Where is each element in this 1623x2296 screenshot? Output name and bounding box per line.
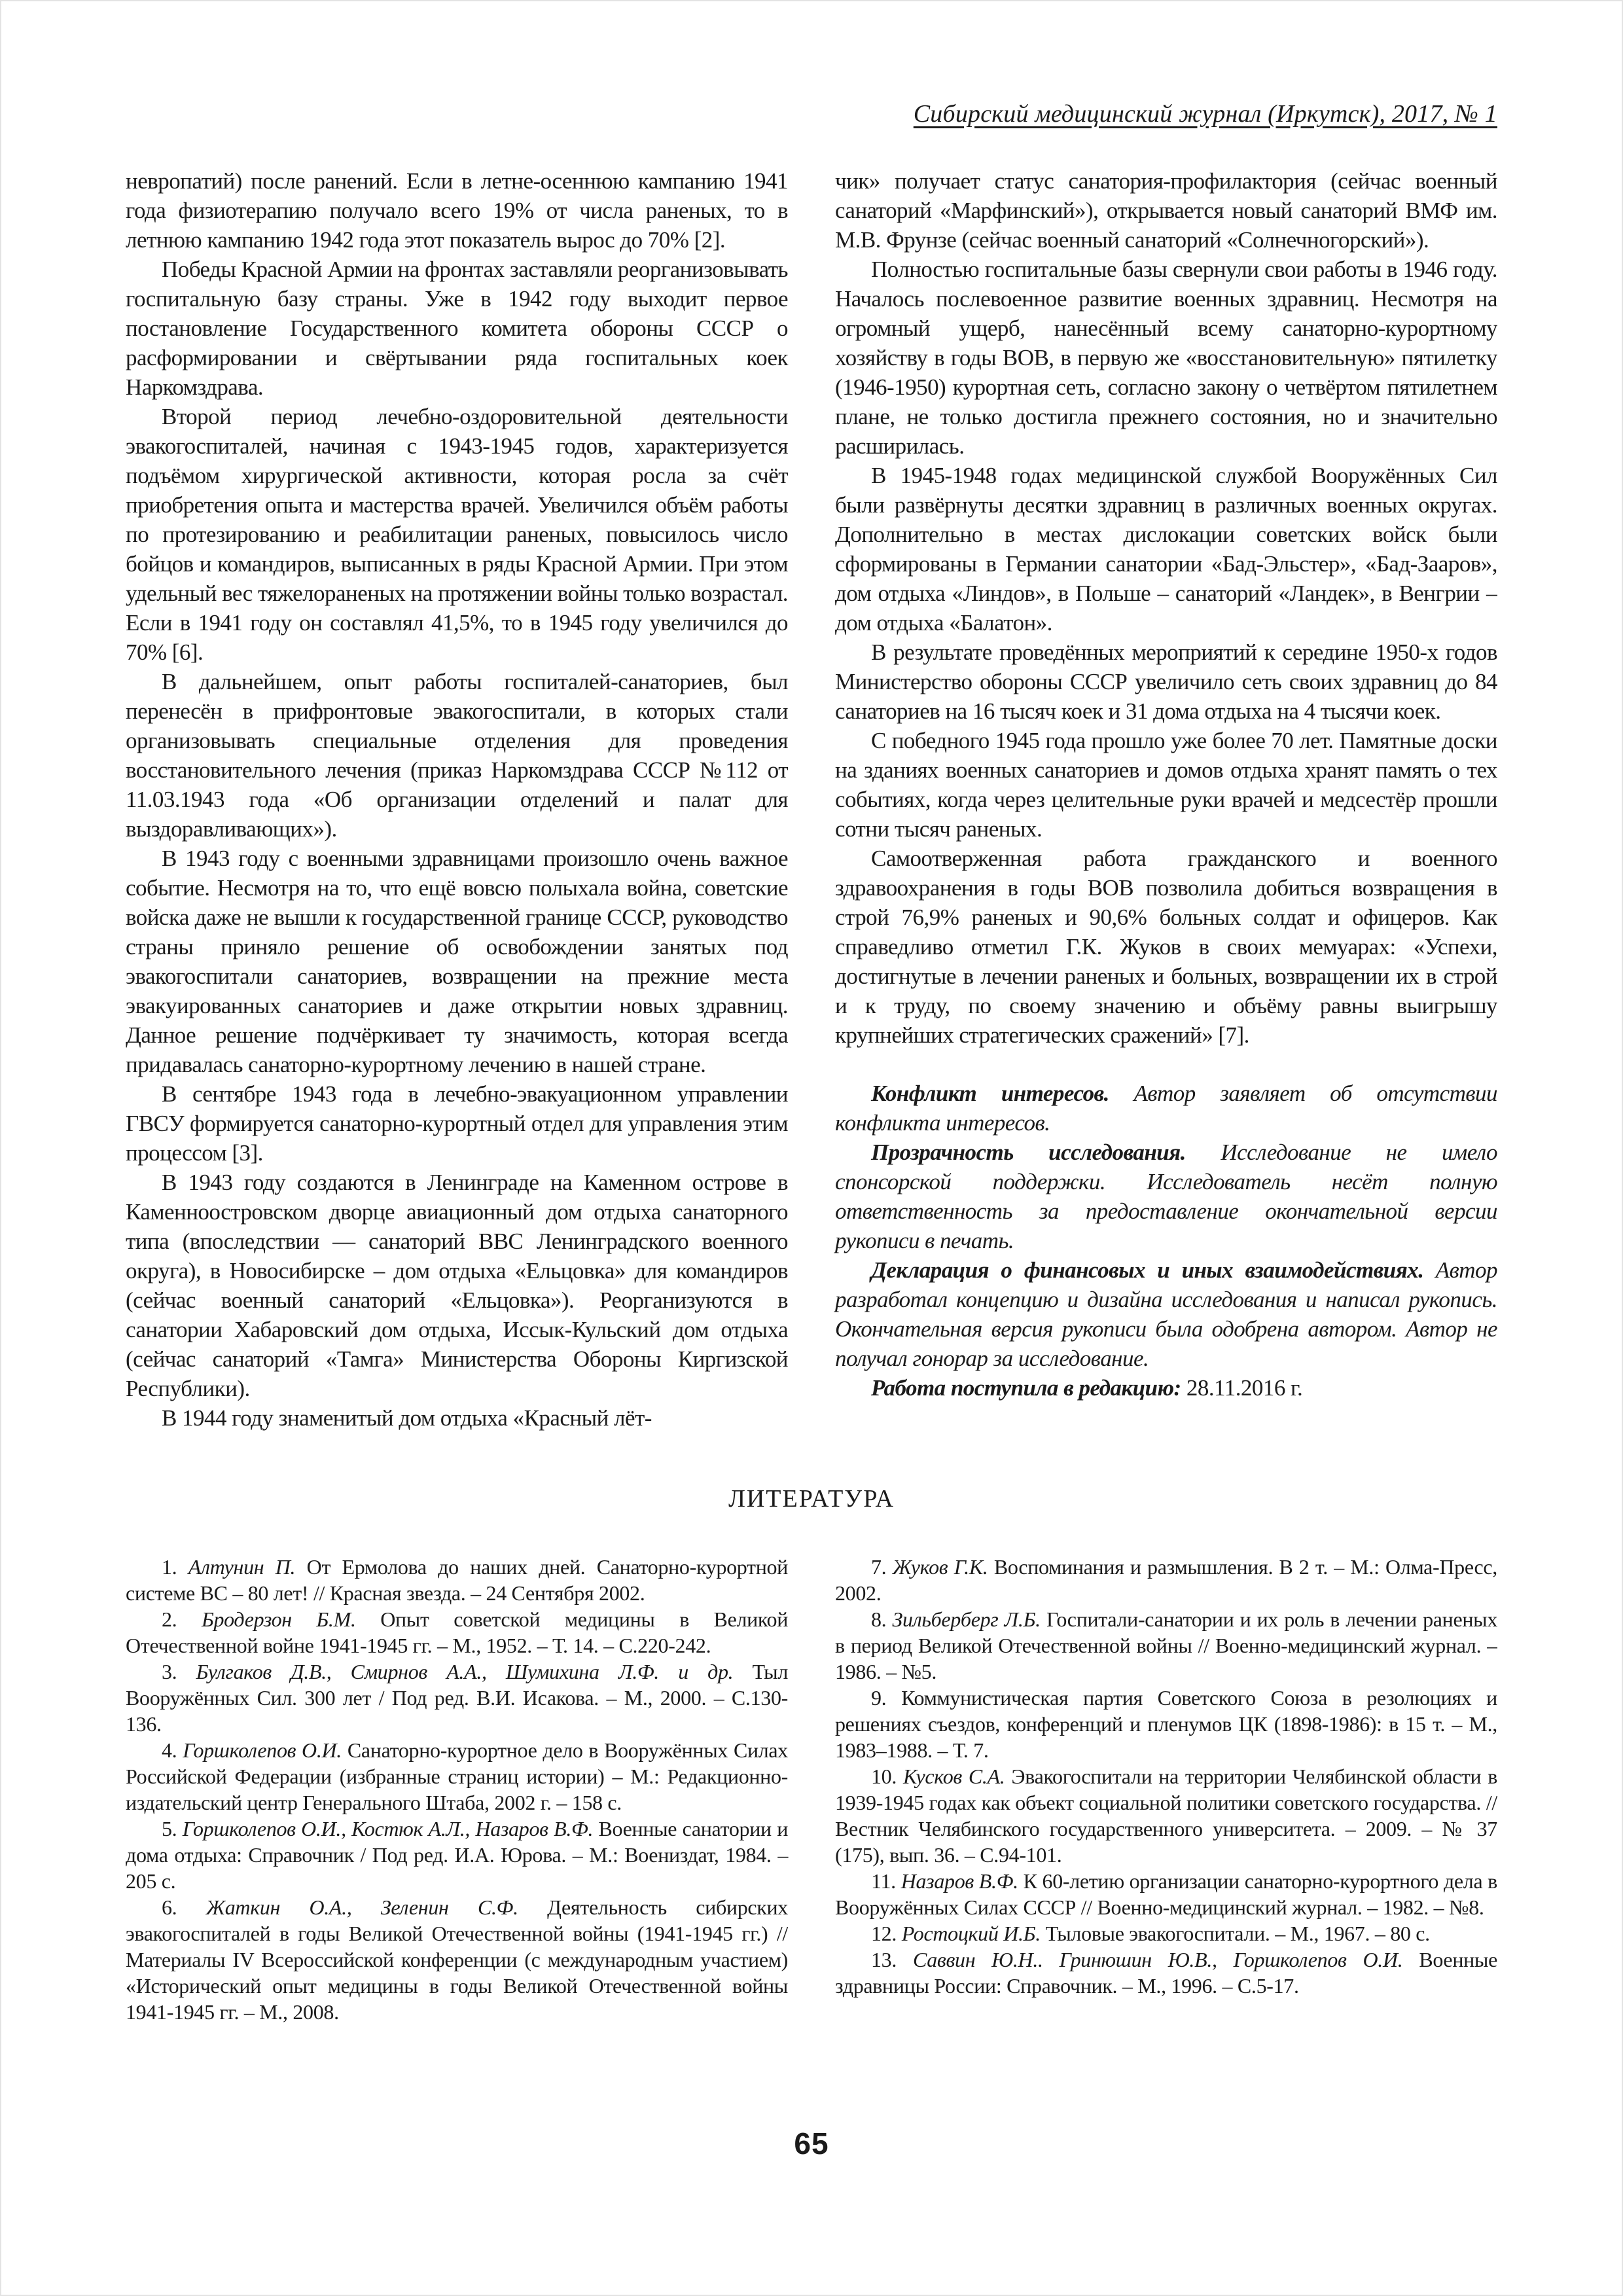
text-run: Самоотверженная работа гражданского и военного здравоохранения в годы ВОВ позволила добиться возвращения в строй 76,9% раненых и 90,6% больных солдат и офицеров. Как справедливо отметил Г.К. Жуков в своих мемуарах: «Успехи, достигнутые в лечении раненых и больных, возвращении их в строй и к труду, по своему значению и объёму равны выигрышу крупнейших стратегических сражений» [7]. xyxy=(835,846,1497,1048)
text-run: В 1945-1948 годах медицинской службой Вооружённых Сил были развёрнуты десятки здравниц в различных военных округах. Дополнительно в местах дислокации советских войск были сформированы в Германии санатории «Бад-Эльстер», «Бад-Зааров», дом отдыха «Линдов», в Польше – санаторий «Ландек», в Венгрии – дом отдыха «Балатон». xyxy=(835,463,1497,636)
body-paragraph xyxy=(835,1373,1497,1403)
text-run: От Ермолова до наших дней. Санаторно-курортной системе ВС – 80 лет! // Красная звезда. – 24 Сентября 2002. xyxy=(126,1555,788,1605)
text-run: Военные санатории и дома отдыха: Справочник / Под ред. И.А. Юрова. – М.: Воениздат, 1984. – 205 с. xyxy=(126,1817,788,1893)
reference-item xyxy=(126,1894,788,2025)
text-run: Победы Красной Армии на фронтах заставляли реорганизовывать госпитальную базу страны. Уже в 1942 году выходит первое постановление Государственного комитета обороны СССР о расформировании и свёртывании ряда госпитальных коек Наркомздрава. xyxy=(126,257,788,400)
text-run: Автор заявляет об отсутствии конфликта интересов. xyxy=(835,1081,1497,1136)
body-paragraph xyxy=(835,726,1497,844)
body-paragraph xyxy=(835,637,1497,726)
text-run: Зильберберг Л.Б. xyxy=(892,1607,1041,1631)
journal-title: Сибирский медицинский журнал (Иркутск), 2017, № 1 xyxy=(913,100,1497,128)
reference-item xyxy=(835,1685,1497,1763)
text-run: невропатий) после ранений. Если в летне-осеннюю кампанию 1941 года физиотерапию получало всего 19% от числа раненых, то в летнюю кампанию 1942 года этот показатель вырос до 70% [2]. xyxy=(126,168,788,253)
text-run: 2. xyxy=(162,1607,202,1631)
text-run: Ростоцкий И.Б. xyxy=(901,1922,1041,1945)
text-run: 7. xyxy=(871,1555,893,1579)
text-run: Тыловые эвакогоспитали. – М., 1967. – 80 с. xyxy=(1040,1922,1430,1945)
text-run: 12. xyxy=(871,1922,902,1945)
reference-item xyxy=(835,1946,1497,1999)
reference-item xyxy=(126,1606,788,1659)
text-run: Деятельность сибирских эвакогоспиталей в годы Великой Отечественной войны (1941-1945 гг.) // Материалы IV Всероссийской конференции (с международным участием) «Исторический опыт медицины в годы Великой Отечественной войны 1941-1945 гг. – М., 2008. xyxy=(126,1895,788,2024)
text-run: 13. xyxy=(871,1948,913,1971)
text-run: Второй период лечебно-оздоровительной деятельности эвакогоспиталей, начиная с 1943-1945 годов, характеризуется подъёмом хирургической активности, которая росла за счёт приобретения опыта и мастерства врачей. Увеличился объём работы по протезированию и реабилитации раненых, повысилось число бойцов и командиров, выписанных в ряды Красной Армии. При этом удельный вес тяжелораненых на протяжении войны только возрастал. Если в 1941 году он составлял 41,5%, то в 1945 году увеличился до 70% [6]. xyxy=(126,404,788,665)
text-run: К 60-летию организации санаторно-курортного дела в Вооружённых Силах СССР // Военно-медицинский журнал. – 1982. – №8. xyxy=(835,1869,1497,1919)
text-run: Автор разработал концепцию и дизайна исследования и написал рукопись. Окончательная версия рукописи была одобрена автором. Автор не получал гонорар за исследование. xyxy=(835,1257,1497,1371)
emphasis-label: Работа поступила в редакцию: xyxy=(871,1375,1181,1401)
body-paragraph xyxy=(126,844,788,1079)
reference-item xyxy=(126,1659,788,1737)
article-left-column xyxy=(126,166,788,1486)
text-run: Жаткин О.А., Зеленин С.Ф. xyxy=(205,1895,518,1919)
references-left-column xyxy=(126,1554,788,2132)
text-run: Полностью госпитальные базы свернули свои работы в 1946 году. Началось послевоенное развитие военных здравниц. Несмотря на огромный ущерб, нанесённый всему санаторно-курортному хозяйству в годы ВОВ, в первую же «восстановительную» пятилетку (1946-1950) курортная сеть, согласно закону о четвёртом пятилетнем плане, не только достигла прежнего состояния, но и значительно расширилась. xyxy=(835,257,1497,459)
text-run: Горшколепов О.И., Костюк А.Л., Назаров В.Ф. xyxy=(182,1817,594,1840)
text-run: В результате проведённых мероприятий к середине 1950-х годов Министерство обороны СССР увеличило сеть своих здравниц до 84 санаториев на 16 тысяч коек и 31 дома отдыха на 4 тысячи коек. xyxy=(835,639,1497,724)
reference-item xyxy=(835,1868,1497,1920)
text-run: Госпитали-санатории и их роль в лечении раненых в период Великой Отечественной войны // Военно-медицинский журнал. – 1986. – №5. xyxy=(835,1607,1497,1683)
references-section xyxy=(126,1554,1497,2132)
body-paragraph xyxy=(835,461,1497,637)
literature-heading: ЛИТЕРАТУРА xyxy=(728,1485,895,1513)
body-paragraph xyxy=(835,844,1497,1050)
text-run: 3. xyxy=(162,1660,196,1683)
text-run: 4. xyxy=(162,1738,183,1762)
text-run: Назаров В.Ф. xyxy=(901,1869,1018,1893)
reference-item xyxy=(126,1816,788,1894)
emphasis-label: Конфликт интересов. xyxy=(871,1081,1109,1106)
body-paragraph xyxy=(126,402,788,667)
text-run: С победного 1945 года прошло уже более 70 лет. Памятные доски на зданиях военных санаториев и домов отдыха хранят память о тех событиях, когда через целительные руки врачей и медсестёр прошли сотни тысяч раненых. xyxy=(835,728,1497,842)
body-paragraph xyxy=(835,1079,1497,1138)
text-run: Тыл Вооружённых Сил. 300 лет / Под ред. В.И. Исакова. – М., 2000. – С.130-136. xyxy=(126,1660,789,1736)
body-paragraph xyxy=(835,1255,1497,1373)
body-paragraph xyxy=(126,166,788,255)
text-run: чик» получает статус санатория-профилактория (сейчас военный санаторий «Марфинский»), открывается новый санаторий ВМФ им. М.В. Фрунзе (сейчас военный санаторий «Солнечногорский»). xyxy=(835,168,1497,253)
text-run: 6. xyxy=(162,1895,206,1919)
text-run: В 1943 году с военными здравницами произошло очень важное событие. Несмотря на то, что ещё вовсю полыхала война, советские войска даже не вышли к государственной границе СССР, руководство страны приняло решение об освобождении занятых под эвакогоспитали санаториев, возвращении на прежние места эвакуированных санаториев и даже открытии новых здравниц. Данное решение подчёркивает ту значимость, которая всегда придавалась санаторно-курортному лечению в нашей стране. xyxy=(126,846,788,1077)
text-run: Булгаков Д.В., Смирнов А.А., Шумихина Л.Ф. и др. xyxy=(196,1660,734,1683)
journal-header xyxy=(914,99,1497,128)
reference-item xyxy=(835,1606,1497,1685)
text-run: Кусков С.А. xyxy=(902,1765,1005,1788)
text-run: В 1943 году создаются в Ленинграде на Каменном острове в Каменноостровском дворце авиационный дом отдыха санаторного типа (впоследствии — санаторий ВВС Ленинградского военного округа), в Новосибирске – дом отдыха «Ельцовка» для командиров (сейчас военный санаторий «Ельцовка»). Реорганизуются в санатории Хабаровский дом отдыха, Иссык-Кульский дом отдыха (сейчас санаторий «Тамга» Министерства Обороны Киргизской Республики). xyxy=(126,1170,788,1401)
reference-item xyxy=(835,1763,1497,1868)
text-run: Жуков Г.К. xyxy=(892,1555,988,1579)
article-right-column xyxy=(835,166,1497,1486)
body-paragraph xyxy=(126,255,788,402)
body-paragraph xyxy=(835,255,1497,461)
article-body xyxy=(126,166,1497,1486)
text-run: 1. xyxy=(162,1555,188,1579)
text-run: Горшколепов О.И. xyxy=(183,1738,342,1762)
text-run: Саввин Ю.Н.. Гринюшин Ю.В., Горшколепов О.И. xyxy=(912,1948,1403,1971)
body-paragraph xyxy=(835,166,1497,255)
text-run: 28.11.2016 г. xyxy=(1181,1375,1303,1401)
text-run: Эвакогоспитали на территории Челябинской области в 1939-1945 годах как объект социальной политики советского государства. // Вестник Челябинского государственного университета. – 2009. – № 37 (175), вып. 36. – С.94-101. xyxy=(835,1765,1497,1867)
text-run: В сентябре 1943 года в лечебно-эвакуационном управлении ГВСУ формируется санаторно-курортный отдел для управления этим процессом [3]. xyxy=(126,1081,788,1166)
text-run: 9. Коммунистическая партия Советского Союза в резолюциях и решениях съездов, конференций и пленумов ЦК (1898-1986): в 15 т. – М., 1983–1988. – Т. 7. xyxy=(835,1686,1497,1762)
text-run: Исследование не имело спонсорской поддержки. Исследователь несёт полную ответственность за предоставление окончательной версии рукописи в печать. xyxy=(835,1139,1497,1253)
page-number: 65 xyxy=(794,2126,829,2161)
text-run: Воспоминания и размышления. В 2 т. – М.: Олма-Пресс, 2002. xyxy=(835,1555,1497,1605)
references-right-column xyxy=(835,1554,1497,2132)
reference-item xyxy=(126,1737,788,1816)
text-run: 8. xyxy=(871,1607,893,1631)
text-run: Санаторно-курортное дело в Вооружённых Силах Российской Федерации (избранные страниц истории) – М.: Редакционно-издательский центр Генерального Штаба, 2002 г. – 158 с. xyxy=(126,1738,788,1814)
body-paragraph xyxy=(126,1079,788,1168)
emphasis-label: Декларация о финансовых и иных взаимодействиях. xyxy=(871,1257,1424,1283)
text-run: 5. xyxy=(162,1817,183,1840)
body-paragraph xyxy=(126,1168,788,1403)
text-run: Бродерзон Б.М. xyxy=(201,1607,356,1631)
page-footer xyxy=(1,2126,1622,2161)
text-run: В дальнейшем, опыт работы госпиталей-санаториев, был перенесён в прифронтовые эвакогоспитали, в которых стали организовывать специальные отделения для проведения восстановительного лечения (приказ Наркомздрава СССР №112 от 11.03.1943 года «Об организации отделений и палат для выздоравливающих»). xyxy=(126,669,788,842)
emphasis-label: Прозрачность исследования. xyxy=(871,1139,1186,1165)
reference-item xyxy=(126,1554,788,1606)
reference-item xyxy=(835,1554,1497,1606)
reference-item xyxy=(835,1920,1497,1946)
text-run: Алтунин П. xyxy=(188,1555,296,1579)
body-paragraph xyxy=(835,1138,1497,1255)
text-run: 10. xyxy=(871,1765,903,1788)
body-paragraph xyxy=(126,667,788,844)
text-run: В 1944 году знаменитый дом отдыха «Красный лёт- xyxy=(162,1405,652,1431)
text-run: 11. xyxy=(871,1869,901,1893)
text-run: Военные здравницы России: Справочник. – М., 1996. – С.5-17. xyxy=(835,1948,1497,1998)
text-run: Опыт советской медицины в Великой Отечественной войне 1941-1945 гг. – М., 1952. – Т. 14. – С.220-242. xyxy=(126,1607,788,1657)
body-paragraph xyxy=(126,1403,788,1433)
